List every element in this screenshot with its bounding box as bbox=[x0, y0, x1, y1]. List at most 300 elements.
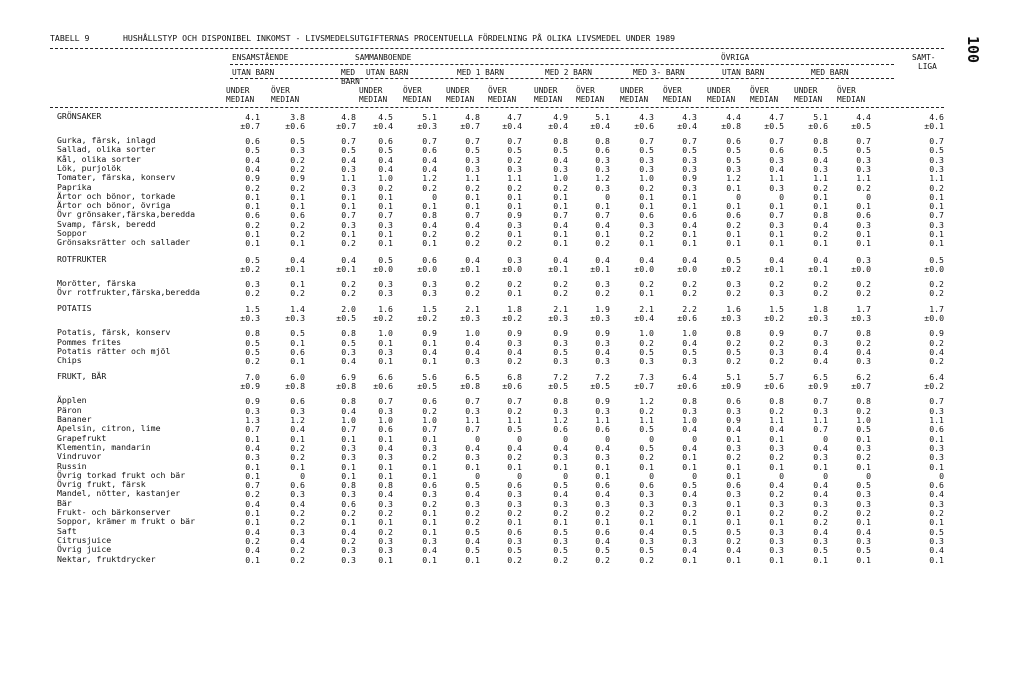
table-row-value: 0.3 bbox=[553, 163, 568, 174]
table-row-value: 0.2 bbox=[507, 356, 522, 367]
table-row-value: 0.2 bbox=[341, 238, 356, 249]
table-row-value: 0.2 bbox=[929, 337, 944, 348]
table-row-value: 0.4 bbox=[422, 219, 437, 230]
table-row-value: 0.3 bbox=[639, 535, 654, 546]
table-row-value: 0.1 bbox=[290, 278, 305, 289]
group-total-value: 1.5 bbox=[769, 304, 784, 315]
table-label: TABELL 9 bbox=[50, 33, 90, 43]
table-row-value: 0.3 bbox=[856, 489, 871, 500]
table-row-value: 0.4 bbox=[682, 489, 697, 500]
table-row-value: 1.3 bbox=[245, 415, 260, 425]
table-row-value: 0.3 bbox=[553, 535, 568, 546]
table-row-label: Grönsaksrätter och sallader bbox=[57, 237, 191, 248]
table-row-value: 0.3 bbox=[929, 442, 944, 453]
table-row-value: 0.3 bbox=[929, 535, 944, 546]
table-row-value: 0.4 bbox=[465, 346, 480, 357]
table-row-value: 0.7 bbox=[422, 136, 437, 146]
table-row-value: 0.1 bbox=[769, 433, 784, 444]
table-row-value: 0.2 bbox=[856, 452, 871, 463]
table-row-value: 0.5 bbox=[378, 145, 393, 156]
table-row-value: 0.1 bbox=[378, 191, 393, 202]
table-row-value: 0.2 bbox=[639, 452, 654, 463]
table-row-value: 0.5 bbox=[553, 480, 568, 491]
group-error-value: ±0.5 bbox=[336, 313, 356, 324]
table-row-label: Ärtor och bönor, torkade bbox=[57, 190, 176, 201]
group-error-value: ±0.6 bbox=[677, 313, 697, 324]
table-row-value: 1.1 bbox=[507, 415, 522, 425]
table-row-value: 0.5 bbox=[507, 545, 522, 556]
group-total-value: 0.4 bbox=[682, 254, 697, 265]
table-row-value: 0.3 bbox=[378, 452, 393, 463]
table-row-value: 0.4 bbox=[813, 154, 828, 165]
table-row-value: 0.1 bbox=[929, 238, 944, 249]
table-row-label: Apelsin, citron, lime bbox=[57, 423, 161, 434]
table-row-value: 0.1 bbox=[290, 433, 305, 444]
page-number: 100 bbox=[964, 36, 982, 64]
table-row-value: 0.1 bbox=[726, 554, 741, 565]
table-row-value: 0.1 bbox=[856, 517, 871, 528]
table-row-value: 0.4 bbox=[813, 526, 828, 537]
table-row-value: 0.2 bbox=[465, 229, 480, 239]
table-row-value: 0.2 bbox=[553, 278, 568, 289]
group-total-value: 1.6 bbox=[726, 304, 741, 315]
table-row-value: 0.2 bbox=[290, 182, 305, 193]
table-row-value: 0.3 bbox=[245, 452, 260, 463]
table-row-value: 0.3 bbox=[553, 405, 568, 416]
group-total-value: 0.5 bbox=[245, 254, 260, 265]
table-row-label: Övr rotfrukter,färska,beredda bbox=[57, 286, 200, 297]
table-row-value: 0.1 bbox=[813, 201, 828, 212]
table-row-value: 0.2 bbox=[929, 508, 944, 518]
header-med-barn-3: MED BARN bbox=[811, 68, 849, 77]
table-row-value: 0.1 bbox=[422, 337, 437, 348]
table-row-value: 0.1 bbox=[245, 461, 260, 472]
table-row-value: 0.3 bbox=[769, 219, 784, 230]
group-total-value: 6.0 bbox=[290, 372, 305, 383]
table-row-value: 0.3 bbox=[769, 346, 784, 357]
table-row-value: 0.6 bbox=[682, 210, 697, 221]
group-error-value: ±0.6 bbox=[634, 121, 654, 131]
table-row-label: Övrig juice bbox=[57, 544, 112, 555]
group-error-value: ±0.4 bbox=[502, 121, 522, 131]
table-row-value: 0.4 bbox=[290, 498, 305, 509]
table-row-value: 0.1 bbox=[422, 238, 437, 249]
group-error-value: ±0.6 bbox=[502, 381, 522, 392]
table-row-value: 0.1 bbox=[378, 229, 393, 239]
table-row-value: 0.1 bbox=[422, 470, 437, 481]
table-row-value: 0.5 bbox=[726, 526, 741, 537]
group-error-value: ±0.3 bbox=[590, 313, 610, 324]
table-row-value: 0.3 bbox=[929, 405, 944, 416]
group-error-value: ±0.8 bbox=[285, 381, 305, 392]
table-row-value: 0.2 bbox=[290, 508, 305, 518]
table-row-value: 0.9 bbox=[553, 328, 568, 339]
table-row-value: 0.1 bbox=[245, 229, 260, 239]
table-row-label: Päron bbox=[57, 404, 82, 415]
table-row-value: 0.7 bbox=[769, 136, 784, 146]
group-label: ROTFRUKTER bbox=[57, 253, 107, 264]
table-row-value: 0.1 bbox=[422, 554, 437, 565]
subheader-over: ÖVER bbox=[488, 86, 507, 95]
table-row-value: 1.0 bbox=[553, 173, 568, 184]
group-total-value: 0.5 bbox=[929, 254, 944, 265]
table-row-value: 0.3 bbox=[813, 498, 828, 509]
table-row-value: 0.1 bbox=[553, 461, 568, 472]
table-row-value: 0.2 bbox=[595, 554, 610, 565]
table-row-value: 0.1 bbox=[726, 433, 741, 444]
group-total-value: 4.1 bbox=[245, 112, 260, 122]
table-row-label: Ärtor och bönor, övriga bbox=[57, 200, 171, 211]
table-row-value: 0.2 bbox=[682, 278, 697, 289]
table-row-value: 0.1 bbox=[595, 470, 610, 481]
table-row-value: 0.2 bbox=[507, 508, 522, 518]
table-row-value: 1.0 bbox=[639, 173, 654, 184]
table-row-value: 0.2 bbox=[929, 278, 944, 289]
table-row-value: 0.5 bbox=[726, 145, 741, 156]
table-row-value: 0.3 bbox=[682, 405, 697, 416]
table-row-value: 0.3 bbox=[813, 163, 828, 174]
group-error-value: ±0.1 bbox=[764, 263, 784, 274]
table-row-value: 0.4 bbox=[553, 154, 568, 165]
table-row-value: 0.3 bbox=[341, 219, 356, 230]
table-row-value: 0.3 bbox=[341, 554, 356, 565]
group-error-value: ±0.3 bbox=[417, 121, 437, 131]
table-row-value: 0.4 bbox=[813, 356, 828, 367]
table-row-value: 0.6 bbox=[769, 145, 784, 156]
table-row-value: 0.1 bbox=[856, 461, 871, 472]
subheader-under: UNDER bbox=[226, 86, 250, 95]
header-rule-top bbox=[50, 48, 944, 49]
table-row-value: 0.2 bbox=[682, 508, 697, 518]
table-row-label: Soppor, krämer m frukt o bär bbox=[57, 516, 196, 527]
table-row-value: 0.2 bbox=[639, 554, 654, 565]
group-total-value: 1.5 bbox=[245, 304, 260, 315]
table-row-value: 0.7 bbox=[341, 210, 356, 221]
table-row-value: 0.5 bbox=[682, 480, 697, 491]
table-row-value: 0.7 bbox=[929, 396, 944, 407]
table-row-value: 0.7 bbox=[507, 136, 522, 146]
table-row-value: 0.5 bbox=[553, 526, 568, 537]
table-row-value: 0.2 bbox=[378, 182, 393, 193]
table-row-value: 0.2 bbox=[813, 508, 828, 518]
table-row-value: 0.3 bbox=[726, 489, 741, 500]
table-row-value: 0.1 bbox=[422, 517, 437, 528]
table-row-value: 0.2 bbox=[856, 278, 871, 289]
table-row-value: 0.6 bbox=[290, 210, 305, 221]
table-row-value: 0 bbox=[823, 433, 828, 444]
table-row-value: 0.2 bbox=[553, 508, 568, 518]
group-error-value: ±0.4 bbox=[634, 313, 654, 324]
table-row-label: Övrig frukt, färsk bbox=[57, 479, 146, 490]
table-row-value: 0.1 bbox=[422, 526, 437, 537]
group-error-value: ±0.3 bbox=[808, 313, 828, 324]
table-row-value: 0.1 bbox=[245, 238, 260, 249]
table-row-value: 0.4 bbox=[422, 346, 437, 357]
table-row-value: 0.7 bbox=[813, 396, 828, 407]
table-row-value: 0.6 bbox=[595, 145, 610, 156]
table-row-value: 0.1 bbox=[553, 201, 568, 212]
table-row-value: 0.1 bbox=[465, 191, 480, 202]
table-row-value: 0.3 bbox=[769, 287, 784, 298]
table-row-value: 0.4 bbox=[553, 489, 568, 500]
table-row-value: 0.6 bbox=[726, 136, 741, 146]
group-error-value: ±0.2 bbox=[417, 313, 437, 324]
group-total-value: 6.9 bbox=[341, 372, 356, 383]
table-row-value: 0.3 bbox=[553, 356, 568, 367]
table-row-value: 0.3 bbox=[595, 163, 610, 174]
group-label: POTATIS bbox=[57, 303, 92, 314]
table-row-value: 0.5 bbox=[465, 145, 480, 156]
subheader-over: ÖVER bbox=[837, 86, 856, 95]
table-row-value: 0.2 bbox=[856, 337, 871, 348]
group-error-value: ±0.0 bbox=[502, 263, 522, 274]
group-total-value: 4.7 bbox=[507, 112, 522, 122]
group-error-value: ±0.1 bbox=[924, 121, 944, 131]
table-row-value: 0.7 bbox=[553, 210, 568, 221]
table-row-value: 0.8 bbox=[856, 396, 871, 407]
table-row-value: 0.2 bbox=[553, 287, 568, 298]
table-row-value: 0.5 bbox=[856, 545, 871, 556]
group-error-value: ±0.6 bbox=[764, 381, 784, 392]
table-row-value: 0.1 bbox=[378, 201, 393, 212]
table-row-value: 0.1 bbox=[378, 433, 393, 444]
header-samtliga-1: SAMT- bbox=[912, 53, 936, 62]
group-error-value: ±0.0 bbox=[417, 263, 437, 274]
table-row-value: 1.0 bbox=[682, 328, 697, 339]
table-row-value: 0.3 bbox=[813, 405, 828, 416]
group-total-value: 0.4 bbox=[769, 254, 784, 265]
table-row-value: 0.3 bbox=[682, 182, 697, 193]
table-row-value: 0.1 bbox=[507, 191, 522, 202]
group-error-value: ±0.3 bbox=[460, 313, 480, 324]
table-row-value: 0 bbox=[300, 470, 305, 481]
table-row-value: 0.5 bbox=[813, 545, 828, 556]
table-row-value: 0.5 bbox=[726, 346, 741, 357]
header-med-2-barn: MED 2 BARN bbox=[545, 68, 592, 77]
table-row-value: 0.1 bbox=[378, 470, 393, 481]
table-row-value: 0.3 bbox=[553, 337, 568, 348]
table-row-value: 0.9 bbox=[245, 173, 260, 184]
table-row-value: 1.1 bbox=[595, 415, 610, 425]
table-row-value: 0.1 bbox=[290, 238, 305, 249]
table-row-value: 0.1 bbox=[929, 229, 944, 239]
group-total-value: 1.7 bbox=[856, 304, 871, 315]
table-row-label: Äpplen bbox=[57, 395, 87, 406]
table-row-value: 0.5 bbox=[813, 145, 828, 156]
table-row-value: 0.7 bbox=[682, 136, 697, 146]
table-row-value: 0.2 bbox=[465, 238, 480, 249]
table-row-value: 0.2 bbox=[422, 452, 437, 463]
table-row-value: 0.1 bbox=[682, 554, 697, 565]
group-total-value: 5.6 bbox=[422, 372, 437, 383]
table-row-value: 0.3 bbox=[422, 489, 437, 500]
table-row-value: 0.1 bbox=[726, 461, 741, 472]
table-row-label: Frukt- och bärkonserver bbox=[57, 507, 171, 517]
group-error-value: ±0.3 bbox=[548, 313, 568, 324]
table-row-value: 0.1 bbox=[856, 229, 871, 239]
table-row-value: 0.5 bbox=[553, 545, 568, 556]
table-row-value: 0.2 bbox=[769, 337, 784, 348]
table-row-value: 0.1 bbox=[726, 470, 741, 481]
group-total-value: 1.7 bbox=[929, 304, 944, 315]
table-row-value: 0.2 bbox=[378, 508, 393, 518]
table-row-value: 0.3 bbox=[929, 154, 944, 165]
group-error-value: ±0.9 bbox=[721, 381, 741, 392]
table-row-value: 0.3 bbox=[769, 535, 784, 546]
table-row-label: Kål, olika sorter bbox=[57, 153, 141, 164]
group-total-value: 5.1 bbox=[813, 112, 828, 122]
table-row-value: 0.1 bbox=[929, 554, 944, 565]
table-row-value: 0.1 bbox=[507, 461, 522, 472]
header-med-3-barn: MED 3- BARN bbox=[633, 68, 685, 77]
table-row-value: 0.6 bbox=[507, 526, 522, 537]
table-row-value: 0.7 bbox=[245, 480, 260, 491]
table-row-value: 0.2 bbox=[929, 356, 944, 367]
table-row-value: 0.1 bbox=[422, 201, 437, 212]
group-error-value: ±0.0 bbox=[373, 263, 393, 274]
table-row-value: 0.3 bbox=[378, 219, 393, 230]
group-error-value: ±0.8 bbox=[336, 381, 356, 392]
table-row-value: 0.4 bbox=[341, 356, 356, 367]
table-row-value: 0.2 bbox=[245, 219, 260, 230]
table-row-value: 0.5 bbox=[245, 337, 260, 348]
table-title: HUSHÅLLSTYP OCH DISPONIBEL INKOMST - LIVSMEDELSUTGIFTERNAS PROCENTUELLA FÖRDELNING PÅ OLIKA LIVSMEDEL UNDER 1989 bbox=[123, 33, 676, 43]
table-row-value: 0.4 bbox=[465, 535, 480, 546]
group-total-value: 4.4 bbox=[856, 112, 871, 122]
group-error-value: ±0.1 bbox=[590, 263, 610, 274]
table-row-value: 0.2 bbox=[465, 278, 480, 289]
group-total-value: 0.4 bbox=[639, 254, 654, 265]
group-error-value: ±0.2 bbox=[721, 263, 741, 274]
table-row-value: 0.1 bbox=[245, 508, 260, 518]
table-row-value: 0.1 bbox=[856, 238, 871, 249]
table-row-value: 0.3 bbox=[507, 337, 522, 348]
table-row-value: 0.7 bbox=[422, 424, 437, 435]
table-row-value: 0.9 bbox=[507, 210, 522, 221]
table-row-value: 0.1 bbox=[682, 238, 697, 249]
table-row-value: 0 bbox=[692, 433, 697, 444]
table-row-value: 0.2 bbox=[856, 287, 871, 298]
table-row-value: 0.1 bbox=[929, 433, 944, 444]
table-row-value: 0.4 bbox=[507, 442, 522, 453]
table-row-value: 0.4 bbox=[639, 526, 654, 537]
table-row-value: 0.3 bbox=[769, 442, 784, 453]
group-total-value: 6.5 bbox=[465, 372, 480, 383]
table-row-value: 1.1 bbox=[929, 173, 944, 184]
table-row-value: 0.6 bbox=[341, 498, 356, 509]
subheader-median: MEDIAN bbox=[794, 95, 823, 104]
table-row-value: 0.1 bbox=[553, 238, 568, 249]
table-row-value: 0.2 bbox=[769, 405, 784, 416]
table-row-value: 0.3 bbox=[682, 498, 697, 509]
table-row-value: 0.3 bbox=[769, 526, 784, 537]
table-row-value: 0.1 bbox=[595, 201, 610, 212]
table-row-value: 0.1 bbox=[726, 182, 741, 193]
table-row-value: 0.6 bbox=[639, 210, 654, 221]
table-row-value: 0.1 bbox=[341, 201, 356, 212]
group-error-value: ±0.8 bbox=[460, 381, 480, 392]
table-row-value: 0.7 bbox=[595, 210, 610, 221]
table-row-value: 0.2 bbox=[507, 154, 522, 165]
table-row-value: 0.4 bbox=[813, 480, 828, 491]
table-row-value: 0.1 bbox=[769, 238, 784, 249]
group-error-value: ±0.3 bbox=[851, 313, 871, 324]
group-total-value: 7.2 bbox=[595, 372, 610, 383]
subheader-median: MEDIAN bbox=[488, 95, 517, 104]
table-row-value: 1.0 bbox=[856, 415, 871, 425]
table-row-value: 0.3 bbox=[769, 545, 784, 556]
table-row-value: 0.2 bbox=[595, 238, 610, 249]
table-row-value: 0.3 bbox=[813, 337, 828, 348]
table-row-value: 0.2 bbox=[726, 287, 741, 298]
table-row-label: Vindruvor bbox=[57, 451, 102, 462]
table-row-value: 0.1 bbox=[290, 337, 305, 348]
table-row-value: 0.3 bbox=[465, 405, 480, 416]
table-row-value: 0.4 bbox=[422, 545, 437, 556]
table-row-value: 0.1 bbox=[245, 470, 260, 481]
table-row-value: 0.4 bbox=[422, 163, 437, 174]
table-row-value: 0.3 bbox=[341, 489, 356, 500]
group-error-value: ±0.4 bbox=[677, 121, 697, 131]
table-row-value: 0.4 bbox=[595, 346, 610, 357]
group-total-value: 2.0 bbox=[341, 304, 356, 315]
subheader-under: UNDER bbox=[707, 86, 731, 95]
table-row-value: 0.3 bbox=[465, 154, 480, 165]
table-row-value: 0.2 bbox=[639, 182, 654, 193]
group-error-value: ±0.5 bbox=[590, 381, 610, 392]
table-row-value: 0 bbox=[563, 433, 568, 444]
table-row-value: 0.8 bbox=[341, 396, 356, 407]
table-row-value: 0.4 bbox=[465, 337, 480, 348]
table-row-value: 0.1 bbox=[639, 201, 654, 212]
table-row-value: 0.1 bbox=[639, 517, 654, 528]
table-row-value: 0.8 bbox=[341, 480, 356, 491]
table-row-value: 0.3 bbox=[245, 278, 260, 289]
group-error-value: ±0.7 bbox=[634, 381, 654, 392]
table-row-value: 0.5 bbox=[553, 145, 568, 156]
table-row-label: Chips bbox=[57, 355, 82, 366]
table-row-value: 0.7 bbox=[507, 396, 522, 407]
table-row-value: 0.2 bbox=[290, 517, 305, 528]
header-utan-barn-3: UTAN BARN bbox=[722, 68, 765, 77]
table-row-value: 0.5 bbox=[465, 545, 480, 556]
table-row-value: 0.7 bbox=[639, 136, 654, 146]
table-row-value: 0.2 bbox=[726, 337, 741, 348]
table-row-value: 0.2 bbox=[726, 452, 741, 463]
table-row-value: 0.3 bbox=[595, 452, 610, 463]
table-row-label: Bär bbox=[57, 497, 72, 508]
table-row-value: 0.3 bbox=[290, 145, 305, 156]
table-row-value: 0.6 bbox=[290, 480, 305, 491]
table-row-value: 0.5 bbox=[929, 145, 944, 156]
table-row-value: 0.7 bbox=[341, 424, 356, 435]
table-row-value: 0.9 bbox=[507, 328, 522, 339]
table-row-value: 0.5 bbox=[245, 346, 260, 357]
group-total-value: 5.1 bbox=[595, 112, 610, 122]
group-total-value: 3.8 bbox=[290, 112, 305, 122]
group-error-value: ±0.7 bbox=[240, 121, 260, 131]
group-total-value: 6.6 bbox=[378, 372, 393, 383]
table-row-value: 1.2 bbox=[726, 173, 741, 184]
table-row-label: Nektar, fruktdrycker bbox=[57, 553, 156, 564]
table-row-value: 0.3 bbox=[341, 545, 356, 556]
group-total-value: 7.0 bbox=[245, 372, 260, 383]
table-row-value: 1.1 bbox=[769, 173, 784, 184]
group-total-value: 2.1 bbox=[465, 304, 480, 315]
group-total-value: 6.8 bbox=[507, 372, 522, 383]
table-row-value: 0.1 bbox=[378, 337, 393, 348]
table-row-value: 0.3 bbox=[856, 498, 871, 509]
